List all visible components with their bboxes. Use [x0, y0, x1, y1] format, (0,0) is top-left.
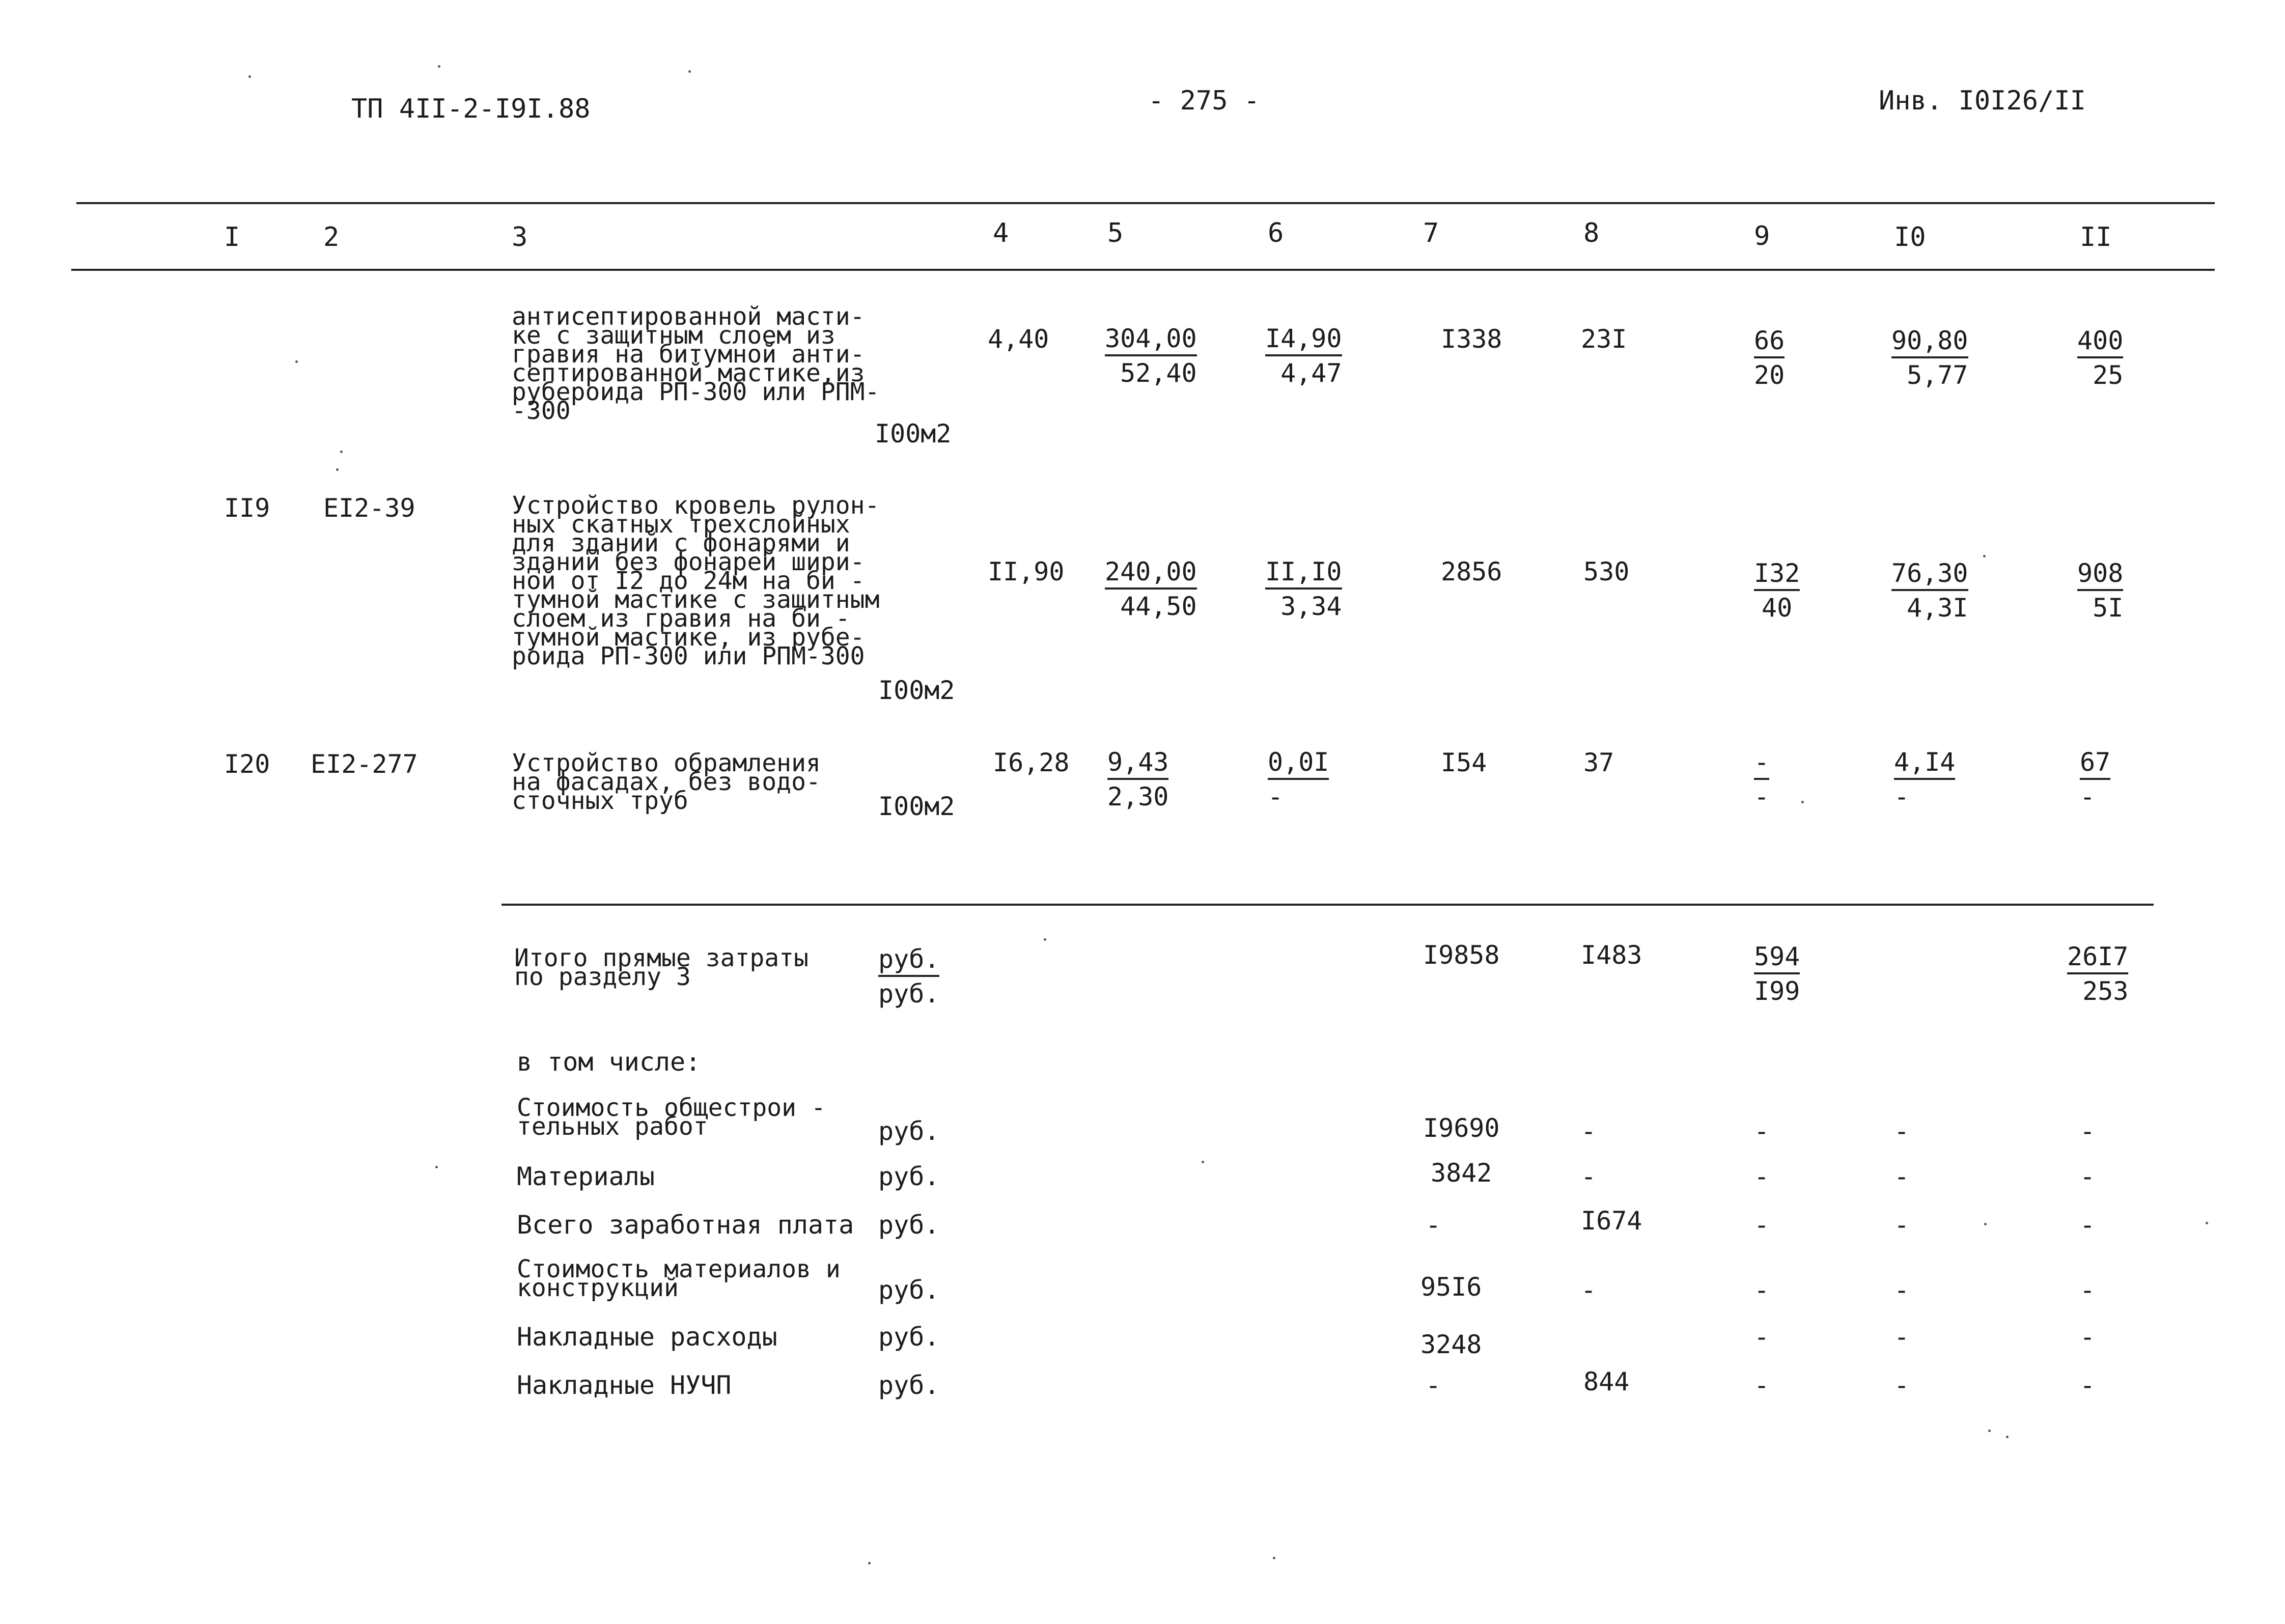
breakdown-overhead-nuchp-unit: руб. [878, 1370, 940, 1400]
col6-denominator: 3,34 [1280, 592, 1342, 621]
col9-numerator: 66 [1754, 326, 1785, 358]
breakdown-total-wages-unit: руб. [878, 1210, 940, 1240]
column-header-9: 9 [1754, 221, 1770, 251]
totals-label: Итого прямые затраты по разделу 3 [514, 944, 809, 991]
scan-speck [1983, 555, 1986, 557]
column-header-11: II [2080, 222, 2112, 253]
breakdown-materials-structures-col11: - [2080, 1275, 2096, 1305]
row-120-number: I20 [224, 749, 270, 779]
header-bottom-rule [71, 269, 2215, 271]
col9-denominator: 20 [1754, 360, 1785, 390]
breakdown-overhead-unit: руб. [878, 1322, 940, 1352]
breakdown-general-construction-col7: I9690 [1423, 1113, 1500, 1143]
col10-denominator: - [1894, 782, 1910, 811]
col11-denominator: 253 [2082, 976, 2129, 1006]
col11-denominator: 5I [2093, 593, 2124, 623]
row-119-col10 [1891, 558, 1968, 623]
col5-numerator: 9,43 [1107, 747, 1168, 780]
col5-numerator: 240,00 [1105, 557, 1197, 590]
breakdown-materials-col8: - [1581, 1162, 1597, 1191]
row-119-unit: I00м2 [878, 676, 955, 705]
header-top-rule [76, 202, 2215, 204]
row-120-col8: 37 [1583, 748, 1614, 777]
breakdown-total-wages-col9: - [1754, 1210, 1770, 1240]
col9-numerator: - [1754, 747, 1769, 780]
row-continuation-col5 [1105, 324, 1197, 388]
breakdown-materials-col9: - [1754, 1162, 1770, 1191]
breakdown-materials-structures-col10: - [1894, 1275, 1910, 1305]
col6-numerator: I4,90 [1265, 324, 1342, 356]
totals-col9 [1754, 942, 1800, 1006]
breakdown-overhead-nuchp-col10: - [1894, 1370, 1910, 1400]
row-continuation-description: антисептированной масти- ке с защитным слоем из гравия на битумной анти- септированной мастике,из рубероида РП-300 или РПМ- -300 [512, 302, 880, 425]
inventory-number: Инв. I0I26/II [1879, 86, 2086, 116]
scan-speck [438, 65, 440, 68]
scan-speck [336, 468, 339, 471]
breakdown-overhead-nuchp-col8: 844 [1583, 1367, 1630, 1396]
scan-speck [2006, 1436, 2009, 1438]
row-120-col10 [1894, 747, 1955, 811]
breakdown-general-construction-col9: - [1754, 1116, 1770, 1146]
col9-denominator: 40 [1762, 593, 1793, 623]
breakdown-general-construction-col8: - [1581, 1116, 1597, 1146]
breakdown-materials-label: Материалы [517, 1162, 655, 1191]
col9-denominator: - [1754, 782, 1770, 811]
row-119-number: II9 [224, 493, 270, 523]
scan-speck [248, 75, 251, 78]
scan-speck [1988, 1430, 1991, 1432]
breakdown-overhead-nuchp-label: Накладные НУЧП [517, 1370, 732, 1400]
breakdown-total-wages-col11: - [2080, 1210, 2096, 1240]
breakdown-total-wages-col8: I674 [1581, 1206, 1642, 1236]
row-120-col9 [1754, 747, 1769, 811]
column-header-4: 4 [993, 218, 1009, 248]
col11-denominator: 25 [2093, 360, 2124, 390]
row-continuation-col6 [1265, 324, 1342, 388]
breakdown-total-wages-label: Всего заработная плата [517, 1210, 854, 1240]
col6-denominator: 4,47 [1280, 358, 1342, 388]
col11-numerator: 67 [2080, 747, 2110, 780]
breakdown-overhead-nuchp-col11: - [2080, 1370, 2096, 1400]
scan-speck [1801, 801, 1804, 803]
row-119-col6 [1265, 557, 1342, 621]
breakdown-general-construction-col10: - [1894, 1116, 1910, 1146]
totals-col11 [2067, 942, 2128, 1006]
breakdown-total-wages-col7: - [1426, 1210, 1441, 1240]
column-header-10: I0 [1894, 222, 1926, 253]
breakdown-materials-structures-unit: руб. [878, 1275, 940, 1305]
row-119-code: EI2-39 [323, 493, 415, 523]
breakdown-general-construction-label: Стоимость общестрои - тельных работ [517, 1094, 826, 1141]
col6-numerator: 0,0I [1268, 747, 1329, 780]
row-continuation-unit: I00м2 [875, 419, 952, 449]
column-header-8: 8 [1583, 218, 1600, 248]
scan-speck [435, 1166, 438, 1168]
col11-numerator: 400 [2077, 326, 2123, 358]
breakdown-materials-structures-label: Стоимость материалов и конструкций [517, 1255, 841, 1302]
col5-denominator: 52,40 [1120, 358, 1197, 388]
scan-speck [868, 1562, 871, 1564]
column-header-5: 5 [1107, 218, 1124, 248]
col5-numerator: 304,00 [1105, 324, 1197, 356]
totals-unit-numerator: руб. [878, 944, 939, 977]
row-120-code: EI2-277 [311, 749, 418, 779]
col6-denominator: - [1268, 782, 1284, 811]
row-continuation-col11 [2077, 326, 2123, 390]
col11-numerator: 26I7 [2067, 942, 2128, 974]
scan-speck [1202, 1161, 1204, 1163]
row-119-col9 [1754, 558, 1800, 623]
breakdown-overhead-nuchp-col9: - [1754, 1370, 1770, 1400]
totals-unit-denominator: руб. [878, 979, 940, 1009]
totals-col8: I483 [1581, 940, 1642, 970]
row-120-col4: I6,28 [993, 748, 1070, 777]
column-header-2: 2 [323, 222, 340, 253]
scan-speck [340, 451, 343, 453]
col10-numerator: 76,30 [1891, 558, 1968, 591]
col10-denominator: 4,3I [1907, 593, 1968, 623]
totals-col7: I9858 [1423, 940, 1500, 970]
col5-denominator: 44,50 [1120, 592, 1197, 621]
row-continuation-col10 [1891, 326, 1968, 390]
row-continuation-col7: I338 [1441, 324, 1502, 354]
breakdown-overhead-col10: - [1894, 1322, 1910, 1352]
breakdown-general-construction-col11: - [2080, 1116, 2096, 1146]
col5-denominator: 2,30 [1107, 782, 1169, 811]
row-120-description: Устройство обрамления на фасадах, без водо- сточных труб [512, 749, 821, 815]
col10-numerator: 90,80 [1891, 326, 1968, 358]
col10-numerator: 4,I4 [1894, 747, 1955, 780]
row-120-col6 [1268, 747, 1329, 811]
breakdown-materials-unit: руб. [878, 1162, 940, 1191]
document-code: ТП 4II-2-I9I.88 [351, 94, 591, 124]
row-119-col11 [2077, 558, 2123, 623]
column-header-7: 7 [1423, 218, 1439, 248]
row-continuation-col4: 4,40 [988, 324, 1049, 354]
breakdown-overhead-col11: - [2080, 1322, 2096, 1352]
scan-speck [1273, 1557, 1275, 1559]
row-120-col7: I54 [1441, 748, 1487, 777]
breakdown-overhead-label: Накладные расходы [517, 1322, 777, 1352]
breakdown-materials-col7: 3842 [1431, 1158, 1492, 1188]
breakdown-general-construction-unit: руб. [878, 1116, 940, 1146]
including-label: в том числе: [517, 1047, 701, 1077]
col11-denominator: - [2080, 782, 2096, 811]
scan-speck [1984, 1223, 1987, 1225]
col9-numerator: 594 [1754, 942, 1800, 974]
scan-speck [295, 360, 298, 363]
column-header-3: 3 [512, 222, 528, 253]
column-header-6: 6 [1268, 218, 1284, 248]
scan-speck [688, 70, 691, 73]
breakdown-total-wages-col10: - [1894, 1210, 1910, 1240]
col11-numerator: 908 [2077, 558, 2123, 591]
row-119-description: Устройство кровель рулон- ных скатных трехслойных для зданий с фонарями и зданий без фонарей шири- ной от I2 до 24м на би - тумной мастике с защитным слоем из гравия на би - тумной мастике, из рубе- роида РП-300 или РПМ-300 [512, 491, 880, 670]
col9-denominator: I99 [1754, 976, 1800, 1006]
breakdown-materials-col11: - [2080, 1162, 2096, 1191]
row-120-col11 [2080, 747, 2110, 811]
totals-unit [878, 944, 939, 1009]
col9-numerator: I32 [1754, 558, 1800, 591]
col6-numerator: II,I0 [1265, 557, 1342, 590]
row-continuation-col9 [1754, 326, 1785, 390]
row-119-col5 [1105, 557, 1197, 621]
row-119-col4: II,90 [988, 557, 1065, 586]
breakdown-overhead-col9: - [1754, 1322, 1770, 1352]
breakdown-materials-col10: - [1894, 1162, 1910, 1191]
column-header-1: I [224, 222, 240, 253]
row-120-unit: I00м2 [878, 792, 955, 821]
scan-speck [2206, 1222, 2208, 1224]
page-number: - 275 - [1148, 86, 1260, 116]
totals-divider [501, 904, 2154, 906]
row-continuation-col8: 23I [1581, 324, 1627, 354]
breakdown-materials-structures-col9: - [1754, 1275, 1770, 1305]
breakdown-materials-structures-col8: - [1581, 1275, 1597, 1305]
breakdown-overhead-nuchp-col7: - [1426, 1370, 1441, 1400]
col10-denominator: 5,77 [1907, 360, 1968, 390]
scan-speck [1044, 938, 1046, 941]
breakdown-overhead-col7: 3248 [1420, 1330, 1482, 1359]
row-120-col5 [1107, 747, 1168, 811]
row-119-col7: 2856 [1441, 557, 1502, 586]
row-119-col8: 530 [1583, 557, 1630, 586]
breakdown-materials-structures-col7: 95I6 [1420, 1272, 1482, 1302]
